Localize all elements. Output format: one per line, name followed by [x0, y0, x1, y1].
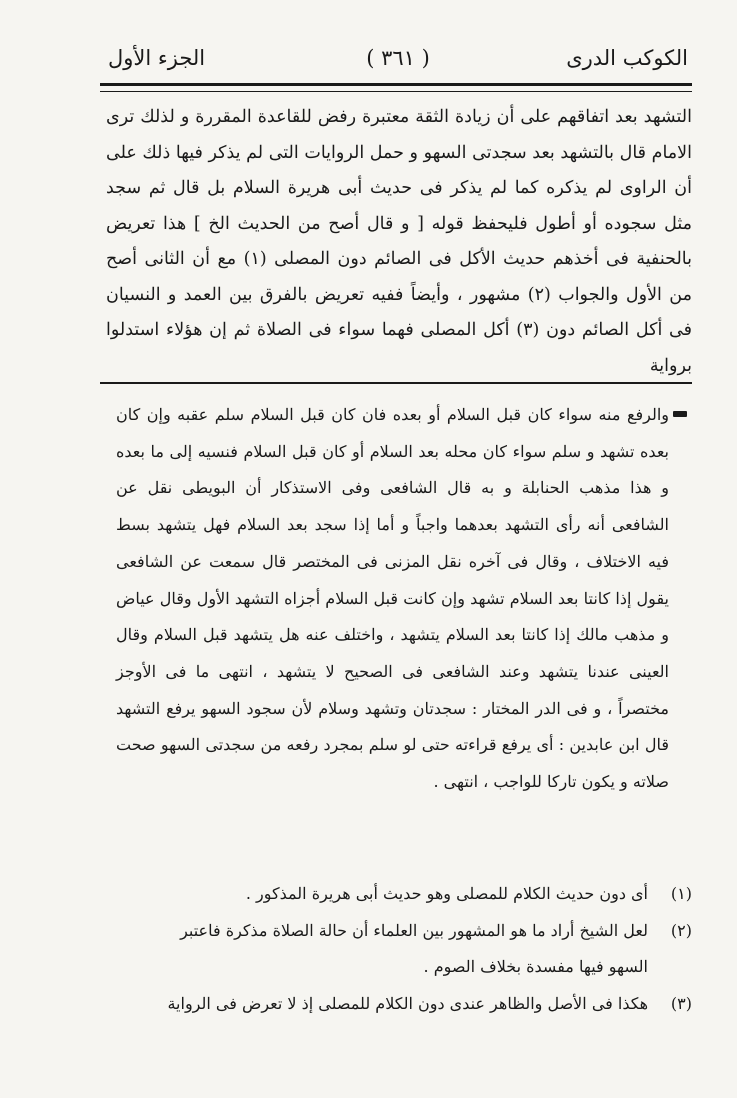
footnote-text: هكذا فى الأصل والظاهر عندى دون الكلام للمصلى إذ لا تعرض فى الرواية	[167, 993, 648, 1013]
commentary-block	[116, 397, 669, 801]
header-rule-thick	[100, 83, 692, 86]
footnote-text: لعل الشيخ أراد ما هو المشهور بين العلماء أن حالة الصلاة مذكرة فاعتبر	[180, 920, 648, 940]
main-text-block	[106, 100, 692, 384]
volume-label: الجزء الأول	[108, 46, 206, 70]
header-rule-thin	[100, 91, 692, 92]
footnote-3	[106, 986, 692, 1023]
page-header	[108, 40, 688, 80]
book-title: الكوكب الدرى	[566, 46, 688, 70]
main-text: التشهد بعد اتفاقهم على أن زيادة الثقة معتبرة رفض للقاعدة المقررة و لذلك ترى الامام قال بالتشهد بعد سجدتى السهو و حمل الروايات التى لم يذكر فيها ذلك على أن الراوى لم يذكره كما لم يذكر فى حديث أبى هريرة السلام بل قال ثم سجد مثل سجوده أو أطول فليحفظ قوله [ و قال أصح من الحديث الخ ] هذا تعريض بالحنفية فى أخذهم حديث الأكل فى الصائم دون المصلى (١) مع أن الثانى أصح من الأول والجواب (٢) مشهور ، وأيضاً ففيه تعريض بالفرق بين العمد و النسيان فى أكل الصائم دون (٣) أكل المصلى فهما سواء فى الصلاة ثم إن هؤلاء استدلوا برواية	[106, 107, 693, 376]
footnote-number: (٢)	[670, 920, 692, 940]
continuation-dash	[673, 411, 687, 417]
footnote-number: (٣)	[670, 993, 692, 1013]
footnote-2	[106, 913, 692, 950]
footnote-2-continuation: السهو فيها مفسدة بخلاف الصوم .	[423, 957, 648, 976]
page-number: ( ٣٦١ )	[366, 46, 430, 70]
footnote-text: أى دون حديث الكلام للمصلى وهو حديث أبى هريرة المذكور .	[245, 884, 648, 903]
footnote-number: (١)	[670, 884, 692, 903]
footnotes	[106, 876, 692, 1022]
commentary-separator	[100, 382, 692, 384]
footnote-1	[106, 876, 692, 913]
commentary-text: والرفع منه سواء كان قبل السلام أو بعده فان كان قبل السلام سلم عقبه وإن كان بعده تشهد و سلم سواء كان محله بعد السلام أو كان قبل السلام فنسيه إلى ما بعده و هذا مذهب الحنابلة و به قال الشافعى وفى الاستذكار أن البويطى نقل عن الشافعى أنه رأى التشهد بعدهما واجباً و أما إذا سجد بعد السلام فهل يتشهد بسط فيه الاختلاف ، وقال فى آخره نقل المزنى فى المختصر قال سمعت عن الشافعى يقول إذا كانتا بعد السلام تشهد وإن كانت قبل السلام أجزاه التشهد الأول وقال عياض و مذهب مالك إذا كانتا بعد السلام يتشهد ، واختلف عنه هل يتشهد قبل السلام وقال العينى عندنا يتشهد وعند الشافعى فى الصحيح لا يتشهد ، انتهى ما فى الأوجز مختصراً ، و فى الدر المختار : سجدتان وتشهد وسلام لأن سجود السهو يرفع التشهد قال ابن عابدين : أى يرفع قراءته حتى لو سلم بمجرد رفعه من سجدتى السهو صحت صلاته و يكون تاركا للواجب ، انتهى .	[116, 405, 669, 792]
